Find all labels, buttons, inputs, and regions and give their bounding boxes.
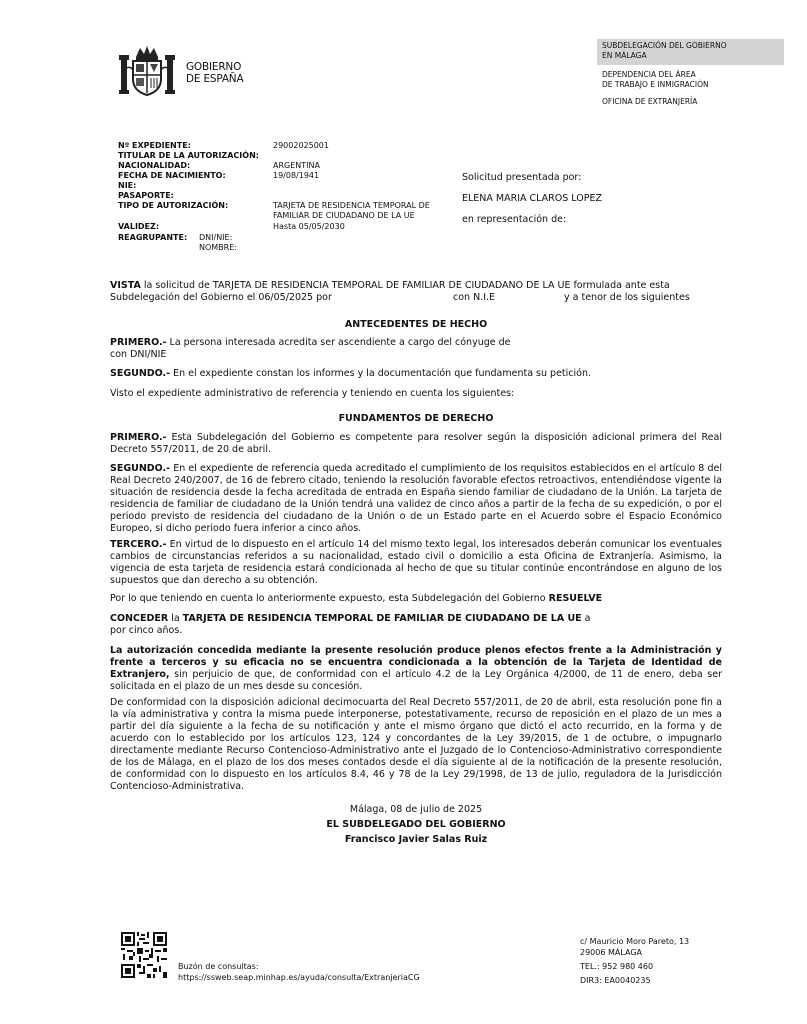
lugar-fecha: Málaga, 08 de julio de 2025: [349, 804, 483, 815]
expediente-value: 29002025001: [273, 141, 329, 150]
firma-block: [110, 802, 722, 847]
fundamento-primero: PRIMERO.- Esta Subdelegación del Gobierno es competente para resolver según la disposición adicional primera del Real Decreto 557/2011, de 20 de abril.: [110, 432, 722, 455]
antecedente-segundo: SEGUNDO.- En el expediente constan los informes y la documentación que fundamenta su petición.: [110, 368, 591, 379]
solicitante-nombre: ELENA MARIA CLAROS LOPEZ: [462, 193, 602, 204]
por-lo-que-paragraph: Por lo que teniendo en cuenta lo anteriormente expuesto, esta Subdelegación del Gobierno RESUELVE: [110, 593, 603, 604]
dni-nie-label: DNI/NIE:: [199, 233, 233, 242]
fundamento-tercero: TERCERO.- En virtud de lo dispuesto en el artículo 14 del mismo texto legal, los interesados deberán comunicar los eventuales cambios de circunstancias referidos a su nacionalidad, estado civil o domicilio a esta Oficina de Extranjería. Asimismo, la vigencia de esta tarjeta de residencia estará condicionada al hecho de que su titular continúe encontrándose en alguno de los supuestos que dan derecho a su obtención.: [110, 539, 722, 586]
fecha-nacimiento-value: 19/08/1941: [273, 171, 320, 180]
fundamentos-title: FUNDAMENTOS DE DERECHO: [338, 413, 494, 424]
qr-code: [121, 932, 167, 978]
buzon-url[interactable]: https://ssweb.seap.minhap.es/ayuda/consulta/ExtranjeriaCG: [178, 973, 420, 982]
nacionalidad-value: ARGENTINA: [273, 161, 320, 170]
buzon-consultas: [178, 961, 420, 983]
expediente-label: Nº EXPEDIENTE:: [118, 141, 191, 150]
nie-label: NIE:: [118, 181, 137, 190]
fundamento-segundo: SEGUNDO.- En el expediente de referencia queda acreditado el cumplimiento de los requisitos establecidos en el artículo 8 del Real Decreto 240/2007, de 16 de febrero citado, teniendo la resolución favorable efectos retroactivos, entendiéndose vigente la situación de residencia desde la fecha acreditada de entrada en España siendo familiar de ciudadano de la Unión. La tarjeta de residencia de familiar de ciudadano de la Unión tendrá una validez de cinco años a partir de la fecha de su expedición, o por el periodo previsto de residencia del ciudadano de la Unión o de un Estado parte en el Acuerdo sobre el Espacio Económico Europeo, si dicho periodo fuera inferior a cinco años.: [110, 463, 722, 534]
gobierno-de-espana: GOBIERNO DE ESPAÑA: [186, 61, 244, 85]
cargo-firmante: EL SUBDELEGADO DEL GOBIERNO: [326, 819, 506, 830]
footer-address: c/ Mauricio Moro Pareto, 13 29006 MÁLAGA TEL.: 952 980 460 DIR3: EA0040235: [580, 937, 690, 985]
recurso-paragraph: De conformidad con la disposición adicional decimocuarta del Real Decreto 557/2011, de 20 de abril, esta resolución pone fin a la vía administrativa y contra la misma puede interponerse, potestativamente, recurso de reposición en el plazo de un mes a partir del día siguiente a la fecha de su notificación y ante el mismo órgano que dictó el acto recurrido, en la forma y de acuerdo con lo establecido por los artículos 123, 124 y concordantes de la Ley 39/2015, de 1 de octubre, o impugnarlo directamente mediante Recurso Contencioso-Administrativo ante el Juzgado de lo Contencioso-Administrativo correspondiente de los de Málaga, en el plazo de los dos meses contados desde el día siguiente al de la notificación de la presente resolución, de conformidad con lo dispuesto en los artículos 8.4, 46 y 78 de la Ley 29/1998, de 13 de julio, reguladora de la Jurisdicción Contencioso-Administrativa.: [110, 697, 722, 792]
nombre-label: NOMBRE:: [199, 243, 237, 252]
efectos-paragraph: La autorización concedida mediante la presente resolución produce plenos efectos frente a la Administración y frente a terceros y su eficacia no se encuentra condicionada a la obtención de la Tarjeta de Identidad de Extranjero, sin perjuicio de que, de conformidad con el artículo 4.2 de la Ley Orgánica 4/2000, de 11 de enero, deba ser solicitada en el plazo de un mes desde su concesión.: [110, 645, 722, 692]
oficina-extranjeria: OFICINA DE EXTRANJERÍA: [602, 97, 698, 106]
titular-label: TITULAR DE LA AUTORIZACIÓN:: [118, 151, 259, 160]
pasaporte-label: PASAPORTE:: [118, 191, 174, 200]
antecedentes-title: ANTECEDENTES DE HECHO: [344, 319, 488, 330]
fecha-nacimiento-label: FECHA DE NACIMIENTO:: [118, 171, 226, 180]
tipo-autorizacion-value-2: FAMILIAR DE CIUDADANO DE LA UE: [273, 211, 415, 220]
representacion: en representación de:: [462, 214, 567, 225]
conceder-paragraph: CONCEDER la TARJETA DE RESIDENCIA TEMPORAL DE FAMILIAR DE CIUDADANO DE LA UE a por cinco años.: [110, 613, 591, 636]
validez-label: VALIDEZ:: [118, 222, 160, 231]
nacionalidad-label: NACIONALIDAD:: [118, 161, 191, 170]
nombre-firmante: Francisco Javier Salas Ruiz: [344, 834, 488, 845]
validez-value: Hasta 05/05/2030: [273, 222, 345, 231]
solicitud-presentada: Solicitud presentada por:: [462, 172, 582, 183]
tipo-autorizacion-label: TIPO DE AUTORIZACIÓN:: [118, 201, 229, 210]
dependencia-area: DEPENDENCIA DEL ÁREA DE TRABAJO E INMIGRACIÓN: [602, 70, 709, 89]
coat-of-arms-logo: [118, 45, 176, 97]
visto-paragraph: Visto el expediente administrativo de referencia y teniendo en cuenta los siguientes:: [110, 388, 515, 399]
solicitud-block: [462, 167, 602, 230]
tipo-autorizacion-value-1: TARJETA DE RESIDENCIA TEMPORAL DE: [273, 201, 430, 210]
reagrupante-label: REAGRUPANTE:: [118, 233, 188, 242]
subdelegacion-box: SUBDELEGACIÓN DEL GOBIERNO EN MÁLAGA: [597, 39, 784, 65]
antecedente-primero: PRIMERO.- La persona interesada acredita ser ascendiente a cargo del cónyuge de con DNI/NIE: [110, 337, 511, 360]
buzon-label: Buzón de consultas:: [178, 962, 259, 971]
vista-paragraph: VISTA la solicitud de TARJETA DE RESIDENCIA TEMPORAL DE FAMILIAR DE CIUDADANO DE LA UE formulada ante esta Subdelegación del Gobierno el 06/05/2025 por con N.I.E y a tenor de los siguientes: [110, 280, 690, 303]
